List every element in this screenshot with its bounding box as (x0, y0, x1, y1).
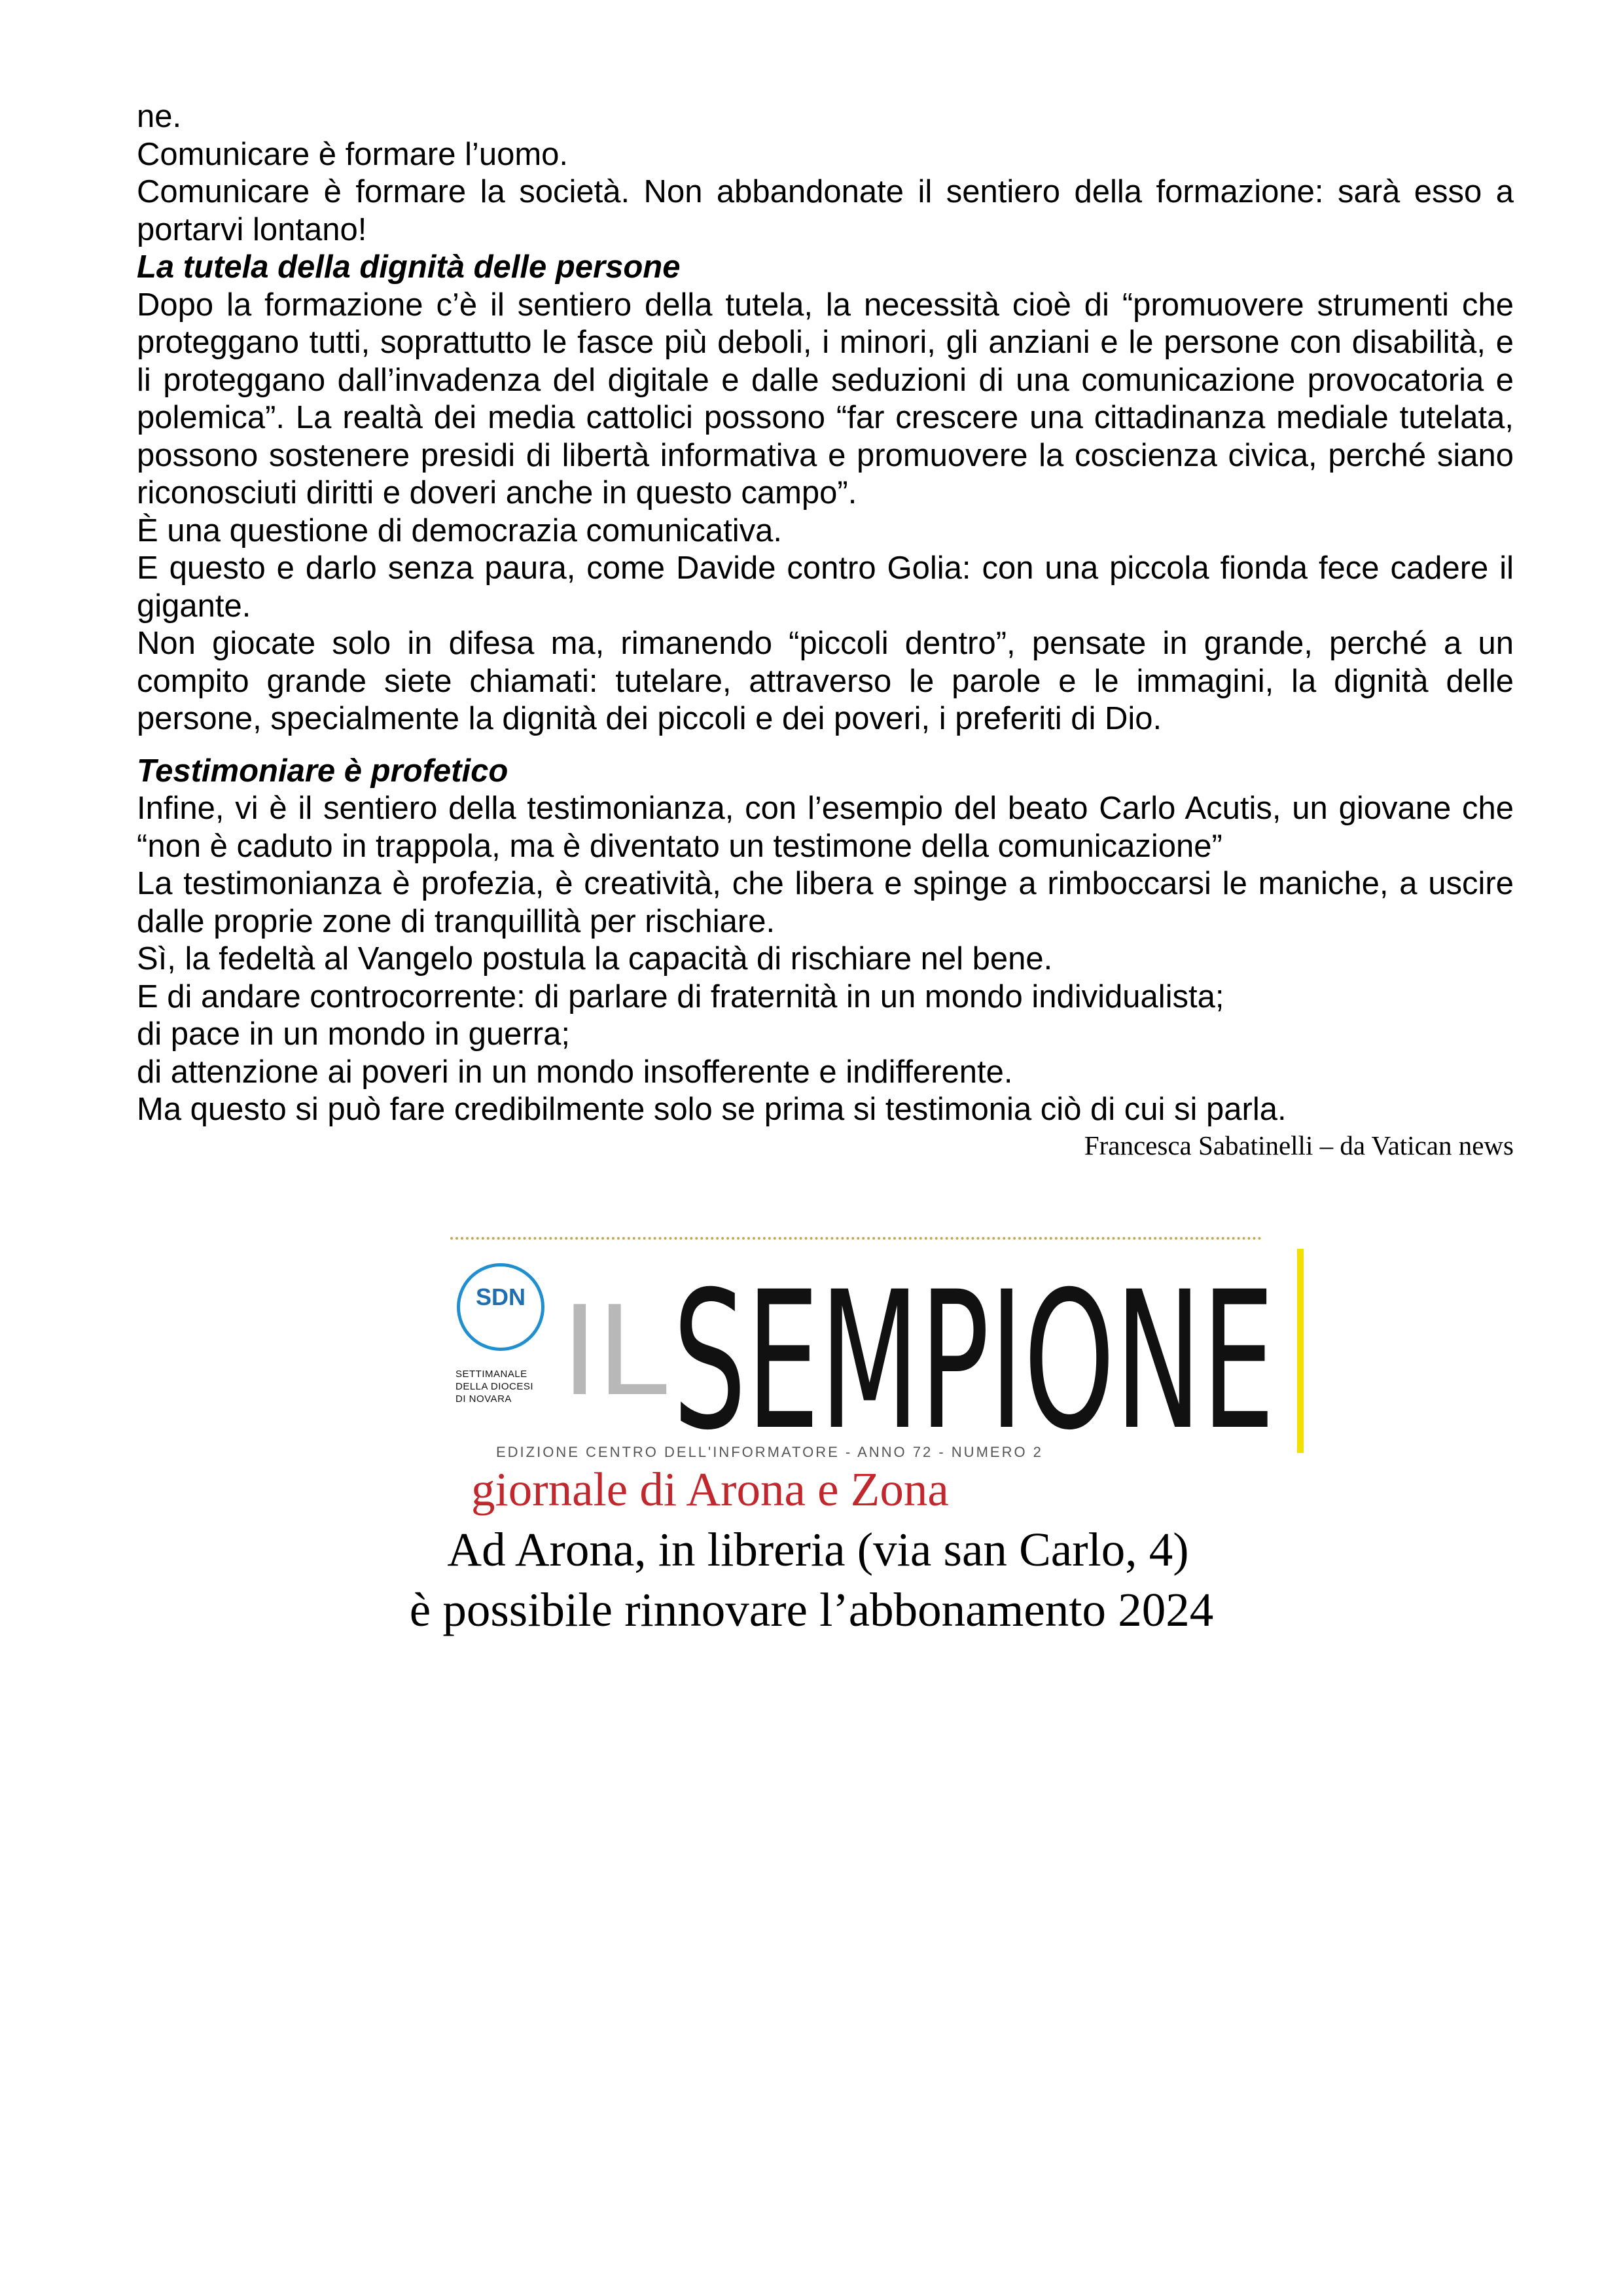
diocese-line: DELLA DIOCESI (455, 1381, 534, 1392)
diocese-label (455, 1368, 533, 1405)
section-heading-tutela: La tutela della dignità delle persone (137, 249, 681, 285)
section-heading-testimoniare: Testimoniare è profetico (137, 753, 508, 789)
paragraph: La testimonianza è profezia, è creatività, che libera e spinge a rimboccarsi le maniche, a uscire dalle proprie zone di tranquillità per rischiare. (137, 866, 1514, 939)
diocese-line: DI NOVARA (455, 1393, 512, 1405)
article-body (137, 98, 1514, 1162)
text-line: Sì, la fedeltà al Vangelo postula la capacità di rischiare nel bene. (137, 941, 1053, 977)
text-line: E di andare controcorrente: di parlare di fraternità in un mondo individualista; (137, 978, 1224, 1014)
text-line: Comunicare è formare l’uomo. (137, 136, 569, 172)
article-credit: Francesca Sabatinelli – da Vatican news (1084, 1130, 1514, 1160)
yellow-bar (1297, 1249, 1304, 1453)
promo-line-2: è possibile rinnovare l’abbonamento 2024 (409, 1583, 1214, 1636)
il-sempione-logo (562, 1257, 1294, 1446)
spacer (137, 738, 1514, 753)
text-line: di pace in un mondo in guerra; (137, 1016, 570, 1052)
logo-sempione: SEMPIONE (673, 1257, 1275, 1446)
text-line: È una questione di democrazia comunicativa. (137, 512, 783, 548)
text-line: ne. (137, 99, 182, 134)
edition-line: EDIZIONE CENTRO DELL'INFORMATORE - ANNO 72 - NUMERO 2 (496, 1444, 1043, 1460)
paragraph: Infine, vi è il sentiero della testimonianza, con l’esempio del beato Carlo Acutis, un giovane che “non è caduto in trappola, ma è diventato un testimone della comunicazione” (137, 791, 1514, 864)
paragraph: E questo e darlo senza paura, come Davide contro Golia: con una piccola fionda fece cadere il gigante. (137, 550, 1514, 624)
paragraph: Comunicare è formare la società. Non abbandonate il sentiero della formazione: sarà esso a portarvi lontano! (137, 174, 1514, 247)
promo-line-1: Ad Arona, in libreria (via san Carlo, 4) (447, 1523, 1189, 1576)
paragraph: Dopo la formazione c’è il sentiero della tutela, la necessità cioè di “promuovere strumenti che proteggano tutti, soprattutto le fasce più deboli, i minori, gli anziani e le persone con disabilità, e li proteggano dall’invadenza del digitale e dalle seduzioni di una comunicazione provocatoria e polemica”. La realtà dei media cattolici possono “far crescere una cittadinanza mediale tutelata, possono sostenere presidi di libertà informativa e promuovere la coscienza civica, perché siano riconosciuti diritti e doveri anche in questo campo”. (137, 287, 1514, 511)
text-line: Ma questo si può fare credibilmente solo se prima si testimonia ciò di cui si parla. (137, 1092, 1287, 1127)
diocese-line: SETTIMANALE (455, 1369, 527, 1380)
dotted-rule (450, 1237, 1262, 1240)
promo-tagline: giornale di Arona e Zona (471, 1463, 949, 1516)
paragraph: Non giocate solo in difesa ma, rimanendo “piccoli dentro”, pensate in grande, perché a un compito grande siete chiamati: tutelare, attraverso le parole e le immagini, la dignità delle persone, specialmente la dignità dei piccoli e dei poveri, i preferiti di Dio. (137, 626, 1514, 736)
newspaper-masthead (450, 1237, 1304, 1460)
logo-il: IL (562, 1276, 671, 1422)
text-line: di attenzione ai poveri in un mondo insofferente e indifferente. (137, 1054, 1013, 1090)
sdn-logo-text: SDN (475, 1283, 526, 1310)
